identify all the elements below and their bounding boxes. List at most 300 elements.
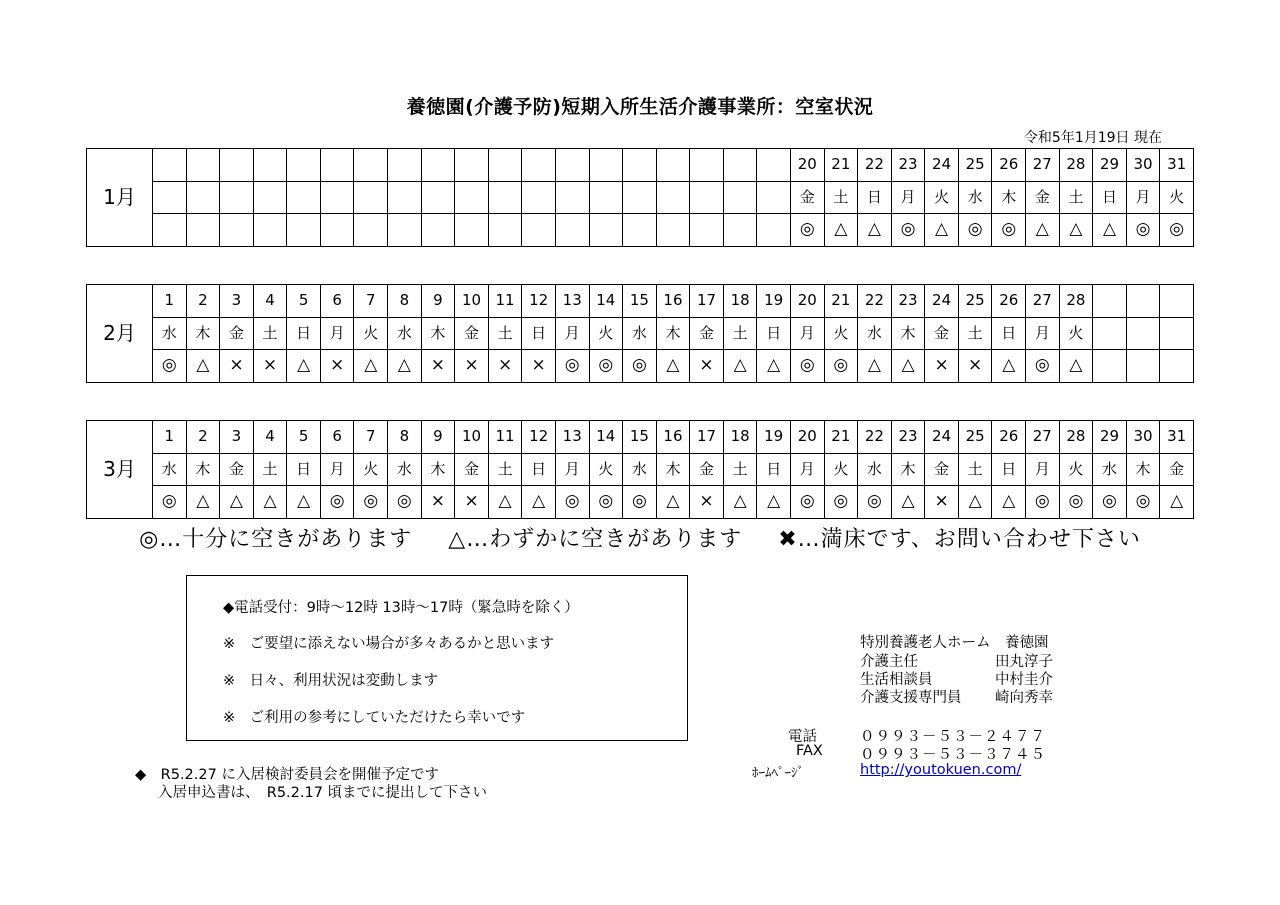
status-cell: △ bbox=[723, 486, 757, 519]
status-cell: × bbox=[455, 350, 489, 383]
weekday-cell: 木 bbox=[186, 317, 220, 350]
status-cell bbox=[220, 214, 254, 247]
day-cell bbox=[287, 149, 321, 182]
weekday-cell: 木 bbox=[186, 453, 220, 486]
weekday-cell bbox=[153, 181, 187, 214]
weekday-cell: 土 bbox=[253, 317, 287, 350]
days-row bbox=[87, 421, 1194, 454]
day-cell: 18 bbox=[723, 285, 757, 318]
weekday-cell bbox=[757, 181, 791, 214]
status-cell: △ bbox=[1093, 214, 1127, 247]
day-cell: 26 bbox=[992, 285, 1026, 318]
weekday-cell: 月 bbox=[891, 181, 925, 214]
status-cell bbox=[153, 214, 187, 247]
weekday-cell: 木 bbox=[891, 453, 925, 486]
weekday-cell: 金 bbox=[925, 453, 959, 486]
status-cell: △ bbox=[958, 486, 992, 519]
day-cell bbox=[253, 149, 287, 182]
day-cell: 4 bbox=[253, 285, 287, 318]
day-cell: 17 bbox=[690, 285, 724, 318]
weekday-cell: 金 bbox=[1160, 453, 1194, 486]
day-cell bbox=[320, 149, 354, 182]
staff-name: 中村圭介 bbox=[995, 672, 1053, 688]
status-cell: ◎ bbox=[1059, 486, 1093, 519]
weekday-cell: 日 bbox=[757, 453, 791, 486]
day-cell: 1 bbox=[153, 285, 187, 318]
weekday-cell: 日 bbox=[522, 453, 556, 486]
day-cell bbox=[186, 149, 220, 182]
weekday-cell: 月 bbox=[1026, 453, 1060, 486]
status-cell bbox=[1093, 350, 1127, 383]
weekday-cell: 木 bbox=[656, 453, 690, 486]
legend-full: ◎…十分に空きがあります bbox=[139, 527, 413, 552]
weekday-cell: 火 bbox=[589, 317, 623, 350]
status-cell: ◎ bbox=[824, 486, 858, 519]
legend bbox=[0, 522, 1280, 553]
day-cell bbox=[1093, 285, 1127, 318]
status-cell: ◎ bbox=[1126, 486, 1160, 519]
day-cell: 7 bbox=[354, 421, 388, 454]
weekday-cell: 日 bbox=[287, 317, 321, 350]
status-cell: △ bbox=[757, 486, 791, 519]
page-title: 養徳園(介護予防)短期入所生活介護事業所：空室状況 bbox=[406, 96, 874, 118]
weekday-cell bbox=[455, 181, 489, 214]
day-cell: 1 bbox=[153, 421, 187, 454]
day-cell: 12 bbox=[522, 285, 556, 318]
weekday-cell bbox=[1093, 317, 1127, 350]
status-cell: ◎ bbox=[320, 486, 354, 519]
weekday-cell: 金 bbox=[220, 453, 254, 486]
day-cell bbox=[1160, 285, 1194, 318]
status-cell bbox=[757, 214, 791, 247]
status-cell bbox=[690, 214, 724, 247]
day-cell: 24 bbox=[925, 285, 959, 318]
status-cell bbox=[253, 214, 287, 247]
status-cell bbox=[656, 214, 690, 247]
status-cell bbox=[421, 214, 455, 247]
status-cell: ◎ bbox=[790, 214, 824, 247]
status-cell: △ bbox=[522, 486, 556, 519]
status-cell bbox=[522, 214, 556, 247]
status-row bbox=[87, 486, 1194, 519]
day-cell bbox=[153, 149, 187, 182]
status-cell: △ bbox=[488, 486, 522, 519]
day-cell: 2 bbox=[186, 285, 220, 318]
day-cell bbox=[589, 149, 623, 182]
status-cell: △ bbox=[287, 350, 321, 383]
weekday-cell: 木 bbox=[421, 317, 455, 350]
weekday-cell: 月 bbox=[1026, 317, 1060, 350]
day-cell: 11 bbox=[488, 285, 522, 318]
status-cell: × bbox=[253, 350, 287, 383]
status-cell bbox=[455, 214, 489, 247]
day-cell: 24 bbox=[925, 421, 959, 454]
weekday-cell: 日 bbox=[522, 317, 556, 350]
as-of-date: 令和5年1月19日 現在 bbox=[1023, 130, 1162, 146]
weekday-cell: 土 bbox=[488, 317, 522, 350]
day-cell: 30 bbox=[1126, 421, 1160, 454]
weekday-cell: 日 bbox=[1093, 181, 1127, 214]
day-cell: 18 bbox=[723, 421, 757, 454]
status-cell: ◎ bbox=[623, 486, 657, 519]
status-cell: × bbox=[488, 350, 522, 383]
status-cell: ◎ bbox=[1026, 486, 1060, 519]
status-cell: × bbox=[958, 350, 992, 383]
status-cell: × bbox=[690, 350, 724, 383]
weekdays-row bbox=[87, 181, 1194, 214]
weekday-cell: 金 bbox=[455, 453, 489, 486]
status-cell: × bbox=[421, 350, 455, 383]
legend-few: △…わずかに空きがあります bbox=[448, 527, 743, 552]
month-label: 2月 bbox=[87, 285, 153, 383]
day-cell: 21 bbox=[824, 149, 858, 182]
day-cell: 16 bbox=[656, 285, 690, 318]
legend-none: ✖…満床です、お問い合わせ下さい bbox=[778, 527, 1141, 552]
status-row bbox=[87, 214, 1194, 247]
weekday-cell: 木 bbox=[891, 317, 925, 350]
status-cell: △ bbox=[891, 486, 925, 519]
status-cell: ◎ bbox=[891, 214, 925, 247]
status-cell bbox=[388, 214, 422, 247]
day-cell: 14 bbox=[589, 285, 623, 318]
day-cell: 10 bbox=[455, 421, 489, 454]
status-cell bbox=[1160, 350, 1194, 383]
weekday-cell bbox=[656, 181, 690, 214]
status-cell: × bbox=[925, 486, 959, 519]
day-cell: 27 bbox=[1026, 149, 1060, 182]
website-link[interactable]: http://youtokuen.com/ bbox=[860, 762, 1022, 778]
weekday-cell: 月 bbox=[1126, 181, 1160, 214]
weekday-cell: 金 bbox=[690, 453, 724, 486]
day-cell: 31 bbox=[1160, 149, 1194, 182]
status-cell: × bbox=[220, 350, 254, 383]
day-cell: 14 bbox=[589, 421, 623, 454]
status-cell: △ bbox=[220, 486, 254, 519]
day-cell: 17 bbox=[690, 421, 724, 454]
status-cell: × bbox=[690, 486, 724, 519]
day-cell: 2 bbox=[186, 421, 220, 454]
status-cell: × bbox=[522, 350, 556, 383]
status-cell: ◎ bbox=[1093, 486, 1127, 519]
day-cell: 20 bbox=[790, 421, 824, 454]
weekday-cell: 月 bbox=[555, 453, 589, 486]
tel-label: 電話 bbox=[788, 729, 817, 745]
tel-number: ０９９３－５３－２４７７ bbox=[860, 729, 1046, 745]
day-cell bbox=[354, 149, 388, 182]
day-cell: 19 bbox=[757, 285, 791, 318]
status-cell: △ bbox=[858, 350, 892, 383]
weekday-cell: 火 bbox=[1059, 317, 1093, 350]
weekday-cell bbox=[488, 181, 522, 214]
weekday-cell: 日 bbox=[858, 181, 892, 214]
status-cell: ◎ bbox=[153, 486, 187, 519]
weekday-cell bbox=[623, 181, 657, 214]
weekday-cell bbox=[589, 181, 623, 214]
weekday-cell: 月 bbox=[320, 453, 354, 486]
weekday-cell: 水 bbox=[153, 453, 187, 486]
day-cell bbox=[421, 149, 455, 182]
fax-number: ０９９３－５３－３７４５ bbox=[860, 747, 1046, 763]
weekday-cell: 土 bbox=[824, 181, 858, 214]
status-cell: × bbox=[421, 486, 455, 519]
status-cell: △ bbox=[723, 350, 757, 383]
weekday-cell: 金 bbox=[790, 181, 824, 214]
weekday-cell: 木 bbox=[1126, 453, 1160, 486]
weekday-cell: 火 bbox=[1059, 453, 1093, 486]
weekday-cell bbox=[522, 181, 556, 214]
weekday-cell: 土 bbox=[723, 453, 757, 486]
status-cell bbox=[488, 214, 522, 247]
status-cell bbox=[354, 214, 388, 247]
weekday-cell bbox=[1160, 317, 1194, 350]
calendar-march bbox=[86, 420, 1194, 519]
status-cell: ◎ bbox=[153, 350, 187, 383]
status-cell: ◎ bbox=[354, 486, 388, 519]
status-cell: △ bbox=[1059, 214, 1093, 247]
weekday-cell: 火 bbox=[1160, 181, 1194, 214]
status-cell: ◎ bbox=[555, 486, 589, 519]
weekday-cell: 土 bbox=[723, 317, 757, 350]
status-cell: × bbox=[320, 350, 354, 383]
day-cell: 10 bbox=[455, 285, 489, 318]
day-cell: 11 bbox=[488, 421, 522, 454]
status-cell: ◎ bbox=[589, 486, 623, 519]
weekday-cell: 土 bbox=[253, 453, 287, 486]
status-cell: △ bbox=[186, 486, 220, 519]
status-cell bbox=[723, 214, 757, 247]
status-cell bbox=[623, 214, 657, 247]
day-cell: 6 bbox=[320, 285, 354, 318]
weekday-cell bbox=[354, 181, 388, 214]
days-row bbox=[87, 149, 1194, 182]
committee-notice: ◆ R5.2.27 に入居検討委員会を開催予定です bbox=[135, 767, 439, 783]
status-cell: ◎ bbox=[1160, 214, 1194, 247]
weekday-cell: 火 bbox=[589, 453, 623, 486]
day-cell: 25 bbox=[958, 421, 992, 454]
status-cell: △ bbox=[253, 486, 287, 519]
status-cell bbox=[555, 214, 589, 247]
weekday-cell bbox=[320, 181, 354, 214]
day-cell: 30 bbox=[1126, 149, 1160, 182]
status-cell: ◎ bbox=[790, 350, 824, 383]
weekday-cell bbox=[1126, 317, 1160, 350]
staff-role: 介護支援専門員 bbox=[860, 690, 962, 706]
status-cell: △ bbox=[925, 214, 959, 247]
status-cell: △ bbox=[858, 214, 892, 247]
weekday-cell bbox=[723, 181, 757, 214]
staff-name: 田丸淳子 bbox=[995, 654, 1053, 670]
calendar-january bbox=[86, 148, 1194, 247]
weekday-cell: 火 bbox=[354, 453, 388, 486]
weekday-cell: 水 bbox=[623, 317, 657, 350]
status-cell: ◎ bbox=[589, 350, 623, 383]
weekday-cell: 日 bbox=[287, 453, 321, 486]
day-cell: 3 bbox=[220, 421, 254, 454]
day-cell: 5 bbox=[287, 285, 321, 318]
weekday-cell: 月 bbox=[555, 317, 589, 350]
calendar-february bbox=[86, 284, 1194, 383]
day-cell bbox=[388, 149, 422, 182]
weekday-cell bbox=[186, 181, 220, 214]
weekday-cell: 金 bbox=[690, 317, 724, 350]
status-cell: △ bbox=[824, 214, 858, 247]
staff-role: 介護主任 bbox=[860, 654, 918, 670]
status-cell: △ bbox=[186, 350, 220, 383]
day-cell: 27 bbox=[1026, 421, 1060, 454]
status-cell: ◎ bbox=[958, 214, 992, 247]
weekday-cell: 水 bbox=[858, 453, 892, 486]
weekday-cell: 金 bbox=[455, 317, 489, 350]
month-label: 1月 bbox=[87, 149, 153, 247]
weekday-cell: 水 bbox=[858, 317, 892, 350]
status-cell: ◎ bbox=[1126, 214, 1160, 247]
day-cell: 22 bbox=[858, 149, 892, 182]
day-cell bbox=[220, 149, 254, 182]
weekday-cell bbox=[690, 181, 724, 214]
day-cell: 7 bbox=[354, 285, 388, 318]
day-cell bbox=[690, 149, 724, 182]
day-cell: 23 bbox=[891, 421, 925, 454]
status-cell: ◎ bbox=[388, 486, 422, 519]
status-cell: ◎ bbox=[824, 350, 858, 383]
weekdays-row bbox=[87, 453, 1194, 486]
info-note: ※ 日々、利用状況は変動します bbox=[223, 673, 439, 689]
status-cell bbox=[1126, 350, 1160, 383]
info-box bbox=[186, 575, 688, 741]
status-cell: ◎ bbox=[1026, 350, 1060, 383]
web-label: ﾎｰﾑﾍﾟｰｼﾞ bbox=[752, 766, 804, 781]
status-cell: ◎ bbox=[992, 214, 1026, 247]
day-cell: 22 bbox=[858, 285, 892, 318]
status-cell: △ bbox=[656, 350, 690, 383]
day-cell: 26 bbox=[992, 149, 1026, 182]
day-cell: 9 bbox=[421, 285, 455, 318]
day-cell: 19 bbox=[757, 421, 791, 454]
day-cell: 8 bbox=[388, 421, 422, 454]
weekday-cell: 土 bbox=[488, 453, 522, 486]
day-cell: 16 bbox=[656, 421, 690, 454]
staff-role: 生活相談員 bbox=[860, 672, 933, 688]
day-cell: 21 bbox=[824, 285, 858, 318]
day-cell: 24 bbox=[925, 149, 959, 182]
weekday-cell: 火 bbox=[925, 181, 959, 214]
status-cell bbox=[320, 214, 354, 247]
day-cell: 23 bbox=[891, 285, 925, 318]
day-cell: 28 bbox=[1059, 421, 1093, 454]
day-cell bbox=[757, 149, 791, 182]
facility-name: 特別養護老人ホーム 養徳園 bbox=[860, 635, 1049, 651]
weekday-cell: 火 bbox=[354, 317, 388, 350]
weekday-cell: 火 bbox=[824, 453, 858, 486]
status-cell: △ bbox=[992, 486, 1026, 519]
application-deadline: 入居申込書は、 R5.2.17 頃までに提出して下さい bbox=[158, 785, 488, 801]
weekday-cell bbox=[287, 181, 321, 214]
day-cell bbox=[488, 149, 522, 182]
weekday-cell: 日 bbox=[992, 317, 1026, 350]
weekday-cell: 水 bbox=[623, 453, 657, 486]
weekday-cell: 金 bbox=[1026, 181, 1060, 214]
status-cell: ◎ bbox=[858, 486, 892, 519]
day-cell: 15 bbox=[623, 421, 657, 454]
weekday-cell: 土 bbox=[958, 317, 992, 350]
day-cell: 9 bbox=[421, 421, 455, 454]
day-cell: 13 bbox=[555, 285, 589, 318]
status-cell: △ bbox=[1059, 350, 1093, 383]
month-label: 3月 bbox=[87, 421, 153, 519]
info-note: ※ ご要望に添えない場合が多々あるかと思います bbox=[223, 636, 555, 652]
weekday-cell: 水 bbox=[1093, 453, 1127, 486]
day-cell: 20 bbox=[790, 285, 824, 318]
day-cell: 8 bbox=[388, 285, 422, 318]
day-cell: 22 bbox=[858, 421, 892, 454]
status-cell: △ bbox=[287, 486, 321, 519]
staff-name: 崎向秀幸 bbox=[995, 690, 1053, 706]
day-cell: 12 bbox=[522, 421, 556, 454]
status-cell: ◎ bbox=[623, 350, 657, 383]
fax-label: FAX bbox=[796, 743, 823, 759]
weekday-cell: 金 bbox=[925, 317, 959, 350]
weekday-cell: 土 bbox=[958, 453, 992, 486]
status-cell: △ bbox=[388, 350, 422, 383]
status-cell bbox=[287, 214, 321, 247]
weekday-cell: 木 bbox=[421, 453, 455, 486]
day-cell: 23 bbox=[891, 149, 925, 182]
day-cell: 28 bbox=[1059, 149, 1093, 182]
weekday-cell: 金 bbox=[220, 317, 254, 350]
day-cell: 29 bbox=[1093, 149, 1127, 182]
day-cell bbox=[623, 149, 657, 182]
day-cell: 28 bbox=[1059, 285, 1093, 318]
day-cell: 29 bbox=[1093, 421, 1127, 454]
status-cell: × bbox=[455, 486, 489, 519]
weekday-cell: 水 bbox=[153, 317, 187, 350]
day-cell: 31 bbox=[1160, 421, 1194, 454]
weekday-cell bbox=[253, 181, 287, 214]
weekday-cell: 木 bbox=[992, 181, 1026, 214]
status-cell bbox=[589, 214, 623, 247]
status-cell: △ bbox=[757, 350, 791, 383]
days-row bbox=[87, 285, 1194, 318]
status-cell bbox=[186, 214, 220, 247]
weekday-cell: 日 bbox=[992, 453, 1026, 486]
status-row bbox=[87, 350, 1194, 383]
day-cell: 6 bbox=[320, 421, 354, 454]
weekday-cell: 月 bbox=[320, 317, 354, 350]
day-cell: 13 bbox=[555, 421, 589, 454]
day-cell: 4 bbox=[253, 421, 287, 454]
weekday-cell: 木 bbox=[656, 317, 690, 350]
status-cell: × bbox=[925, 350, 959, 383]
day-cell bbox=[1126, 285, 1160, 318]
weekdays-row bbox=[87, 317, 1194, 350]
status-cell: △ bbox=[891, 350, 925, 383]
day-cell: 25 bbox=[958, 149, 992, 182]
day-cell bbox=[522, 149, 556, 182]
day-cell: 25 bbox=[958, 285, 992, 318]
weekday-cell: 土 bbox=[1059, 181, 1093, 214]
weekday-cell: 水 bbox=[388, 317, 422, 350]
day-cell: 27 bbox=[1026, 285, 1060, 318]
day-cell: 15 bbox=[623, 285, 657, 318]
weekday-cell bbox=[388, 181, 422, 214]
day-cell bbox=[656, 149, 690, 182]
status-cell: △ bbox=[992, 350, 1026, 383]
status-cell: △ bbox=[656, 486, 690, 519]
weekday-cell bbox=[421, 181, 455, 214]
weekday-cell: 月 bbox=[790, 317, 824, 350]
status-cell: △ bbox=[1160, 486, 1194, 519]
status-cell: △ bbox=[1026, 214, 1060, 247]
